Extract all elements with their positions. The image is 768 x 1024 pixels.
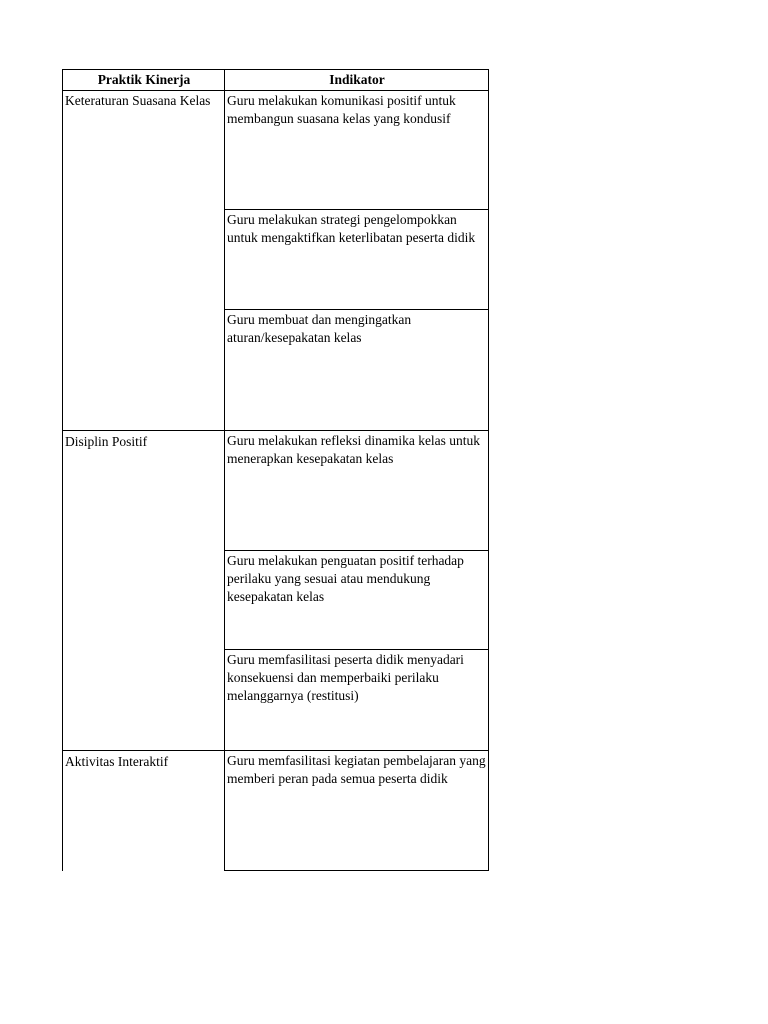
indikator-cell: Guru memfasilitasi peserta didik menyadari konsekuensi dan memperbaiki perilaku melanggarnya (restitusi) <box>224 649 489 751</box>
indikator-cell: Guru membuat dan mengingatkan aturan/kesepakatan kelas <box>224 309 489 431</box>
praktik-cell-disiplin-positif: Disiplin Positif <box>62 430 224 751</box>
indikator-cell: Guru melakukan strategi pengelompokkan untuk mengaktifkan keterlibatan peserta didik <box>224 209 489 310</box>
header-praktik-kinerja: Praktik Kinerja <box>62 69 224 91</box>
indikator-cell: Guru memfasilitasi kegiatan pembelajaran yang memberi peran pada semua peserta didik <box>224 750 489 871</box>
header-indikator: Indikator <box>224 69 489 91</box>
praktik-cell-aktivitas-interaktif: Aktivitas Interaktif <box>62 750 224 871</box>
praktik-cell-keteraturan: Keteraturan Suasana Kelas <box>62 90 224 431</box>
indikator-cell: Guru melakukan komunikasi positif untuk membangun suasana kelas yang kondusif <box>224 90 489 210</box>
indikator-cell: Guru melakukan penguatan positif terhadap perilaku yang sesuai atau mendukung kesepakatan kelas <box>224 550 489 650</box>
indikator-cell: Guru melakukan refleksi dinamika kelas untuk menerapkan kesepakatan kelas <box>224 430 489 551</box>
